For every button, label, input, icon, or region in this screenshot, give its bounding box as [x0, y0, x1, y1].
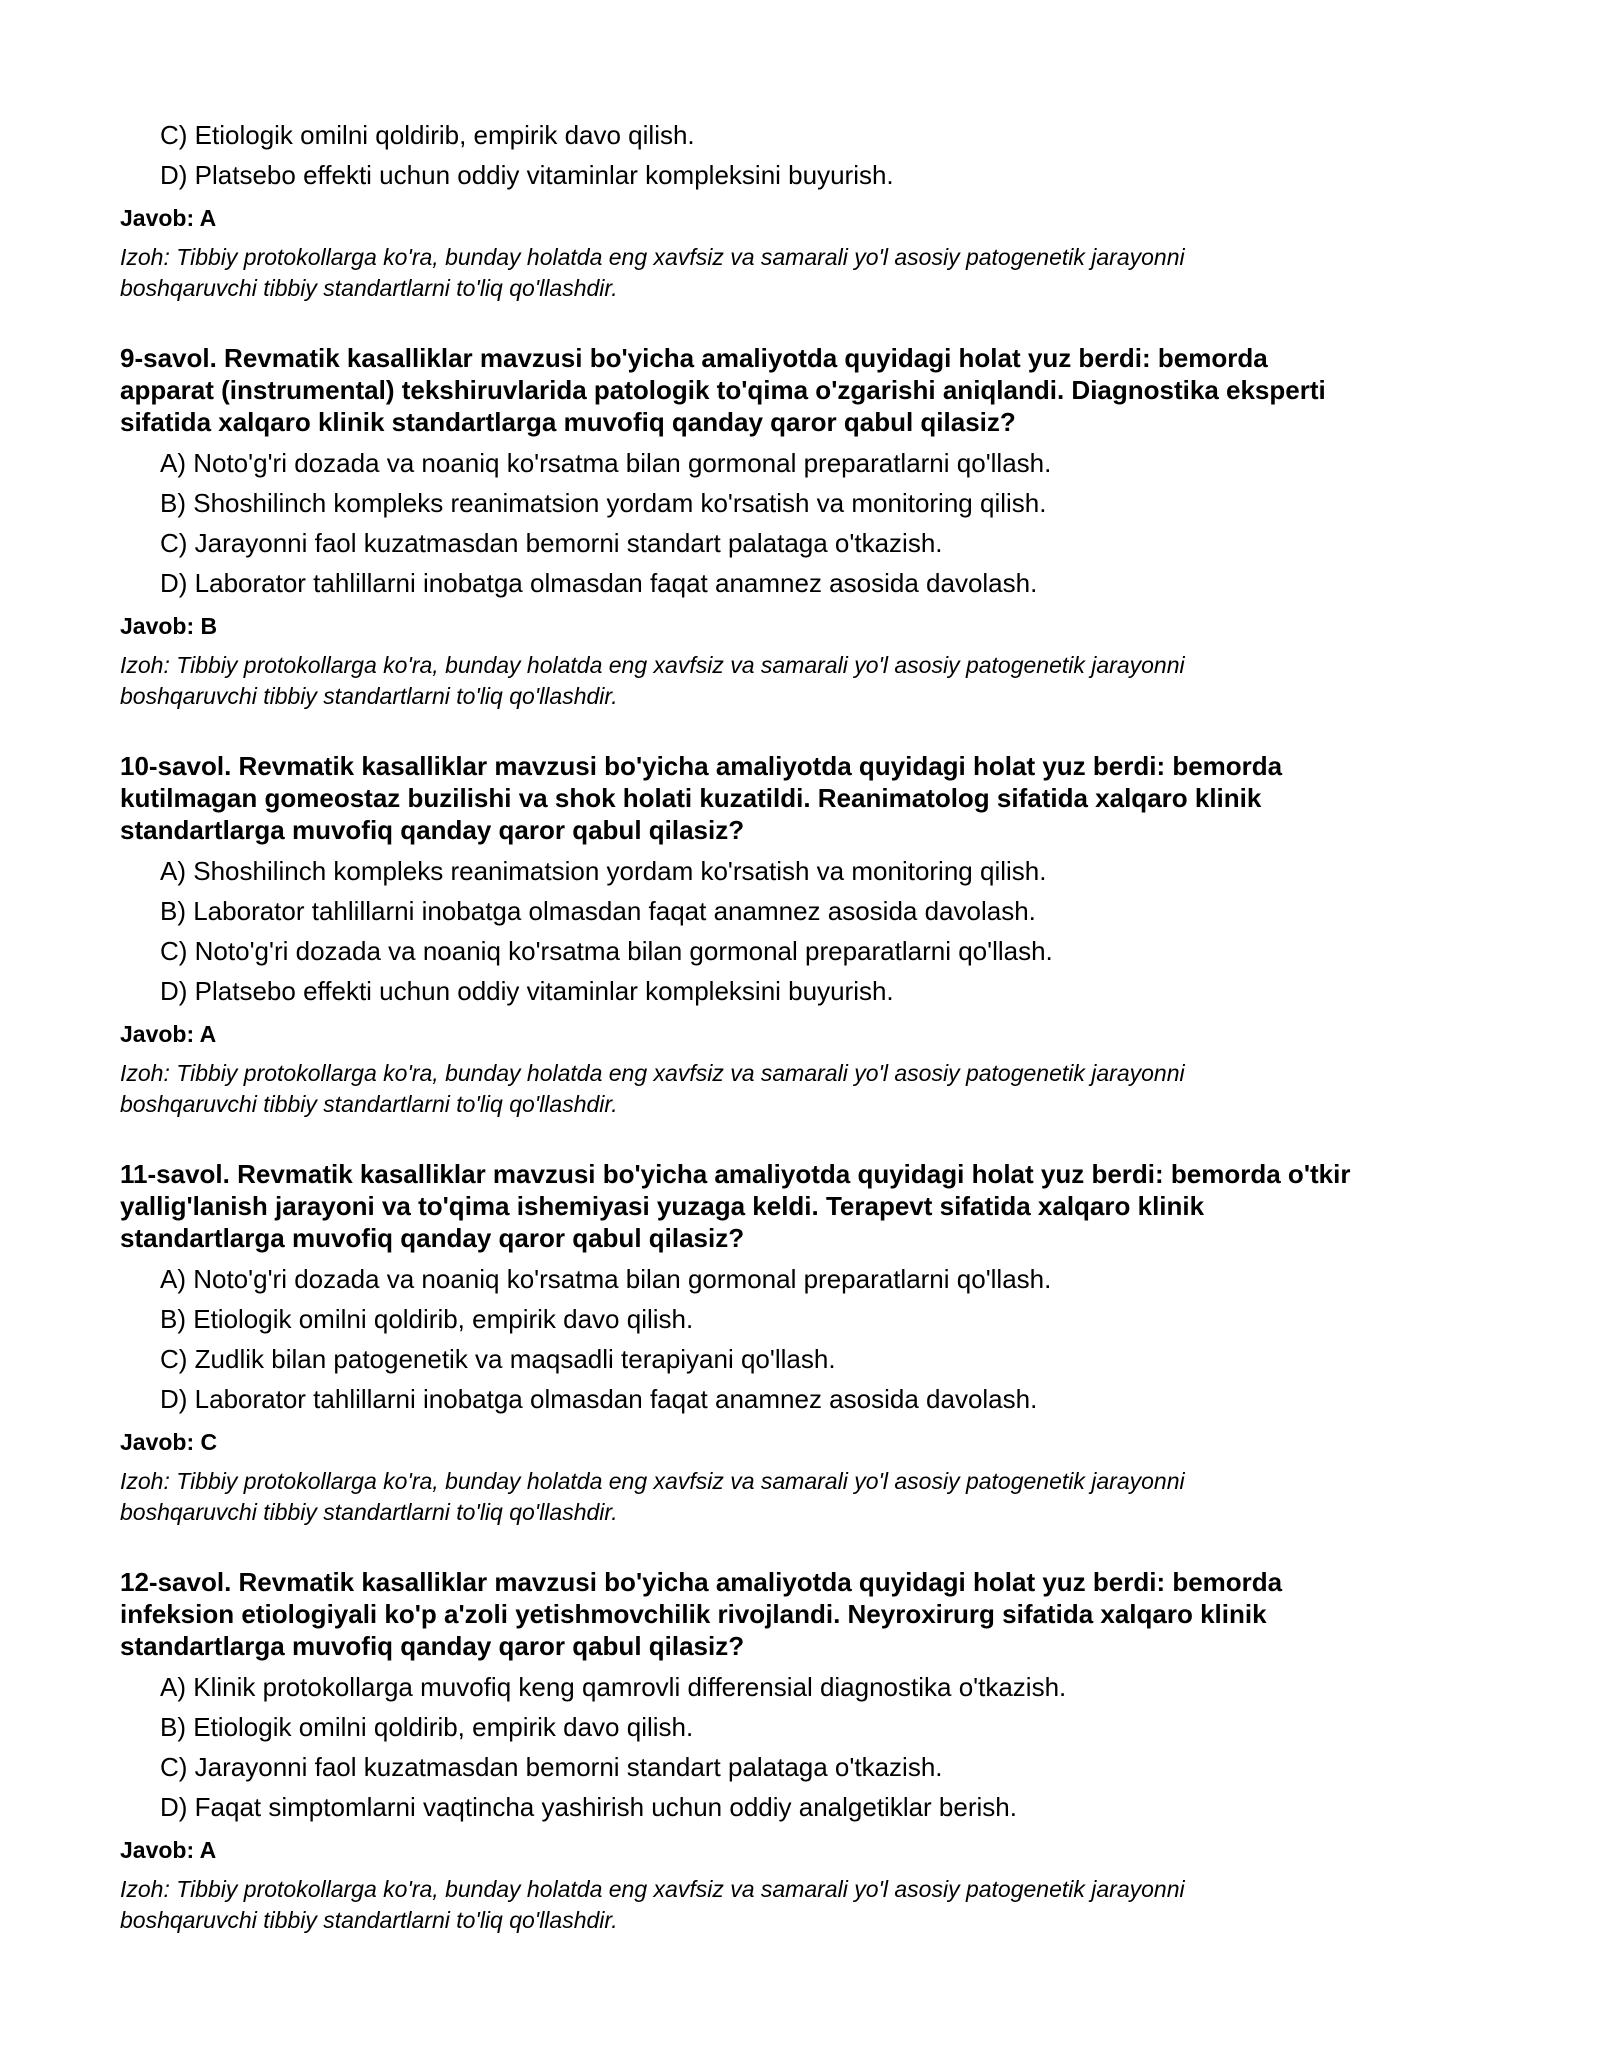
question-text	[120, 1566, 1500, 1662]
option-b: B) Etiologik omilni qoldirib, empirik davo qilish.	[160, 1304, 694, 1334]
explanation-note	[120, 650, 1500, 712]
option-d: D) Laborator tahlillarni inobatga olmasdan faqat anamnez asosida davolash.	[160, 1384, 1038, 1414]
explanation-note	[120, 1874, 1500, 1936]
question-line: 12-savol. Revmatik kasalliklar mavzusi bo'yicha amaliyotda quyidagi holat yuz berdi: bemorda	[120, 1567, 1283, 1597]
explanation-note	[120, 1058, 1500, 1120]
option-c: C) Jarayonni faol kuzatmasdan bemorni standart palataga o'tkazish.	[160, 1752, 943, 1782]
answer-label: Javob: A	[120, 205, 217, 231]
question-block-10	[120, 750, 1500, 1120]
question-line: 10-savol. Revmatik kasalliklar mavzusi bo'yicha amaliyotda quyidagi holat yuz berdi: bemorda	[120, 751, 1283, 781]
explanation-note	[120, 1466, 1500, 1528]
question-block-9	[120, 342, 1500, 712]
option-d: D) Laborator tahlillarni inobatga olmasdan faqat anamnez asosida davolash.	[160, 568, 1038, 598]
option-c: C) Etiologik omilni qoldirib, empirik davo qilish.	[160, 120, 695, 150]
explanation-line: boshqaruvchi tibbiy standartlarni to'liq qo'llashdir.	[120, 1907, 618, 1933]
explanation-line: Izoh: Tibbiy protokollarga ko'ra, bunday holatda eng xavfsiz va samarali yo'l asosiy patogenetik jarayonni	[120, 1876, 1185, 1902]
answer-label: Javob: B	[120, 613, 218, 639]
answer-label: Javob: A	[120, 1837, 217, 1863]
question-line: apparat (instrumental) tekshiruvlarida patologik to'qima o'zgarishi aniqlandi. Diagnostika eksperti	[120, 375, 1326, 405]
option-a: A) Klinik protokollarga muvofiq keng qamrovli differensial diagnostika o'tkazish.	[160, 1672, 1067, 1702]
option-b: B) Shoshilinch kompleks reanimatsion yordam ko'rsatish va monitoring qilish.	[160, 488, 1047, 518]
question-line: 9-savol. Revmatik kasalliklar mavzusi bo'yicha amaliyotda quyidagi holat yuz berdi: bemorda	[120, 343, 1268, 373]
explanation-line: Izoh: Tibbiy protokollarga ko'ra, bunday holatda eng xavfsiz va samarali yo'l asosiy patogenetik jarayonni	[120, 244, 1185, 270]
option-c: C) Zudlik bilan patogenetik va maqsadli terapiyani qo'llash.	[160, 1344, 836, 1374]
question-line: yallig'lanish jarayoni va to'qima ishemiyasi yuzaga keldi. Terapevt sifatida xalqaro klinik	[120, 1191, 1205, 1221]
answer-label: Javob: C	[120, 1429, 218, 1455]
option-b: B) Laborator tahlillarni inobatga olmasdan faqat anamnez asosida davolash.	[160, 896, 1036, 926]
carry-over-options	[120, 120, 1500, 200]
option-c: C) Noto'g'ri dozada va noaniq ko'rsatma bilan gormonal preparatlarni qo'llash.	[160, 936, 1053, 966]
question-block-11	[120, 1158, 1500, 1528]
option-b: B) Etiologik omilni qoldirib, empirik davo qilish.	[160, 1712, 694, 1742]
question-line: standartlarga muvofiq qanday qaror qabul qilasiz?	[120, 1631, 745, 1661]
explanation-line: boshqaruvchi tibbiy standartlarni to'liq qo'llashdir.	[120, 683, 618, 709]
explanation-line: boshqaruvchi tibbiy standartlarni to'liq qo'llashdir.	[120, 1499, 618, 1525]
question-line: standartlarga muvofiq qanday qaror qabul qilasiz?	[120, 1223, 745, 1253]
answer-options	[120, 1264, 1500, 1424]
question-line: standartlarga muvofiq qanday qaror qabul qilasiz?	[120, 815, 745, 845]
question-line: infeksion etiologiyali ko'p a'zoli yetishmovchilik rivojlandi. Neyroxirurg sifatida xalqaro klinik	[120, 1599, 1267, 1629]
option-a: A) Noto'g'ri dozada va noaniq ko'rsatma bilan gormonal preparatlarni qo'llash.	[160, 1264, 1052, 1294]
option-c: C) Jarayonni faol kuzatmasdan bemorni standart palataga o'tkazish.	[160, 528, 943, 558]
question-line: kutilmagan gomeostaz buzilishi va shok holati kuzatildi. Reanimatolog sifatida xalqaro klinik	[120, 783, 1262, 813]
explanation-line: Izoh: Tibbiy protokollarga ko'ra, bunday holatda eng xavfsiz va samarali yo'l asosiy patogenetik jarayonni	[120, 652, 1185, 678]
option-d: D) Faqat simptomlarni vaqtincha yashirish uchun oddiy analgetiklar berish.	[160, 1792, 1017, 1822]
option-d: D) Platsebo effekti uchun oddiy vitaminlar kompleksini buyurish.	[160, 160, 894, 190]
answer-label: Javob: A	[120, 1021, 217, 1047]
question-text	[120, 342, 1500, 438]
document-page	[120, 120, 1500, 1936]
option-d: D) Platsebo effekti uchun oddiy vitaminlar kompleksini buyurish.	[160, 976, 894, 1006]
answer-options	[120, 448, 1500, 608]
question-text	[120, 1158, 1500, 1254]
question-line: 11-savol. Revmatik kasalliklar mavzusi bo'yicha amaliyotda quyidagi holat yuz berdi: bemorda o'tkir	[120, 1159, 1351, 1189]
question-block-12	[120, 1566, 1500, 1936]
option-a: A) Noto'g'ri dozada va noaniq ko'rsatma bilan gormonal preparatlarni qo'llash.	[160, 448, 1052, 478]
answer-options	[120, 1672, 1500, 1832]
option-a: A) Shoshilinch kompleks reanimatsion yordam ko'rsatish va monitoring qilish.	[160, 856, 1047, 886]
explanation-line: Izoh: Tibbiy protokollarga ko'ra, bunday holatda eng xavfsiz va samarali yo'l asosiy patogenetik jarayonni	[120, 1468, 1185, 1494]
question-line: sifatida xalqaro klinik standartlarga muvofiq qanday qaror qabul qilasiz?	[120, 407, 1016, 437]
explanation-line: boshqaruvchi tibbiy standartlarni to'liq qo'llashdir.	[120, 1091, 618, 1117]
carry-over-block	[120, 120, 1500, 304]
explanation-line: boshqaruvchi tibbiy standartlarni to'liq qo'llashdir.	[120, 275, 618, 301]
question-text	[120, 750, 1500, 846]
answer-options	[120, 856, 1500, 1016]
explanation-line: Izoh: Tibbiy protokollarga ko'ra, bunday holatda eng xavfsiz va samarali yo'l asosiy patogenetik jarayonni	[120, 1060, 1185, 1086]
explanation-note	[120, 242, 1500, 304]
